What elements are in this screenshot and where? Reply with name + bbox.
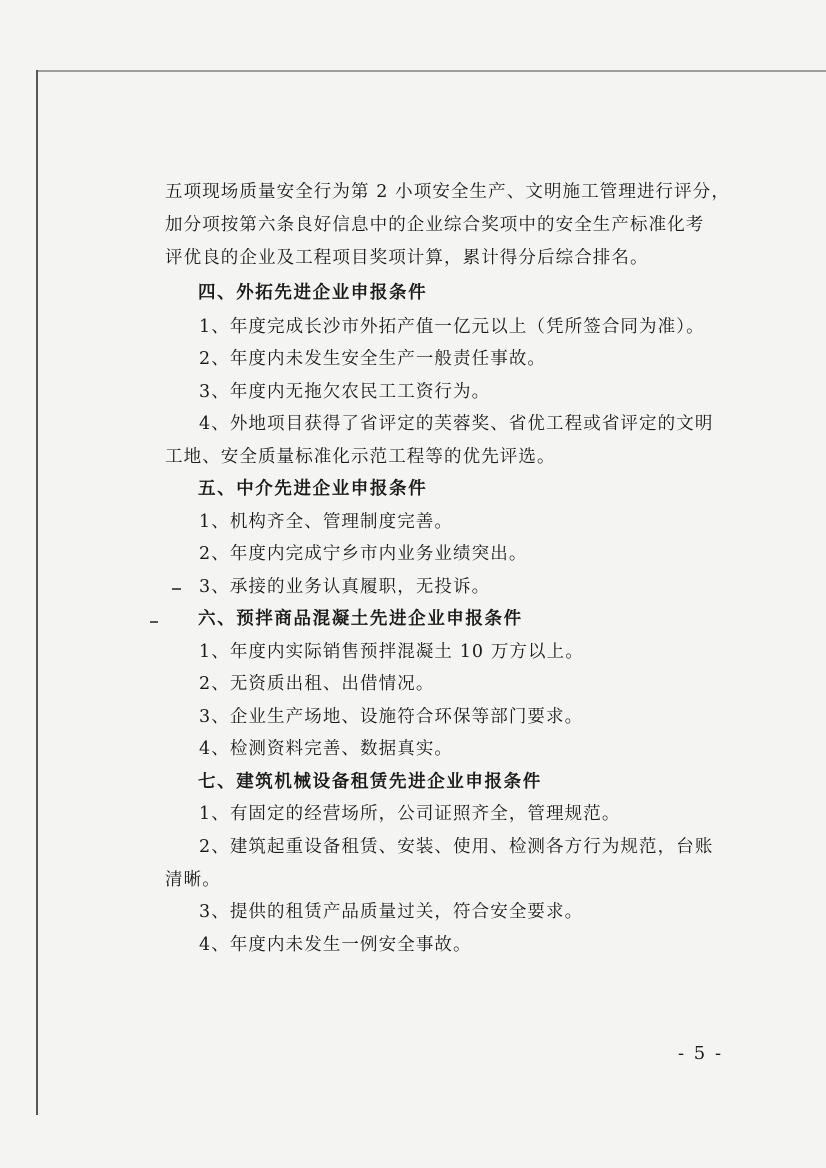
- section-heading: 五、中介先进企业申报条件: [198, 479, 428, 499]
- scan-speck: [150, 621, 158, 623]
- list-item: 2、无资质出租、出借情况。: [199, 674, 435, 694]
- scan-edge-top: [36, 70, 826, 72]
- section-heading: 六、预拌商品混凝土先进企业申报条件: [198, 609, 523, 629]
- list-item: 2、建筑起重设备租赁、安装、使用、检测各方行为规范，台账: [199, 837, 714, 857]
- list-item: 4、外地项目获得了省评定的芙蓉奖、省优工程或省评定的文明: [199, 414, 714, 434]
- scan-speck: [172, 588, 181, 590]
- list-item: 3、提供的租赁产品质量过关，符合安全要求。: [199, 902, 584, 922]
- list-item: 1、机构齐全、管理制度完善。: [199, 512, 454, 532]
- section-heading: 七、建筑机械设备租赁先进企业申报条件: [198, 772, 542, 792]
- list-item: 1、年度内实际销售预拌混凝土 10 万方以上。: [199, 642, 584, 662]
- list-item: 清晰。: [165, 870, 221, 890]
- list-item: 4、年度内未发生一例安全事故。: [199, 935, 472, 955]
- page-number: - 5 -: [678, 1043, 724, 1064]
- list-item: 1、年度完成长沙市外拓产值一亿元以上（凭所签合同为准）。: [199, 317, 705, 337]
- section-heading: 四、外拓先进企业申报条件: [198, 283, 428, 303]
- paragraph-line: 五项现场质量安全行为第 2 小项安全生产、文明施工管理进行评分，: [165, 182, 730, 202]
- paragraph-line: 评优良的企业及工程项目奖项计算，累计得分后综合排名。: [165, 248, 649, 268]
- list-item: 1、有固定的经营场所，公司证照齐全，管理规范。: [199, 804, 621, 824]
- list-item: 工地、安全质量标准化示范工程等的优先评选。: [165, 447, 556, 467]
- list-item: 2、年度内未发生安全生产一般责任事故。: [199, 349, 547, 369]
- list-item: 2、年度内完成宁乡市内业务业绩突出。: [199, 544, 528, 564]
- list-item: 3、承接的业务认真履职，无投诉。: [199, 577, 491, 597]
- scan-edge-left: [36, 70, 38, 1115]
- paragraph-line: 加分项按第六条良好信息中的企业综合奖项中的安全生产标准化考: [165, 215, 705, 235]
- list-item: 4、检测资料完善、数据真实。: [199, 739, 454, 759]
- list-item: 3、企业生产场地、设施符合环保等部门要求。: [199, 707, 584, 727]
- list-item: 3、年度内无拖欠农民工工资行为。: [199, 382, 491, 402]
